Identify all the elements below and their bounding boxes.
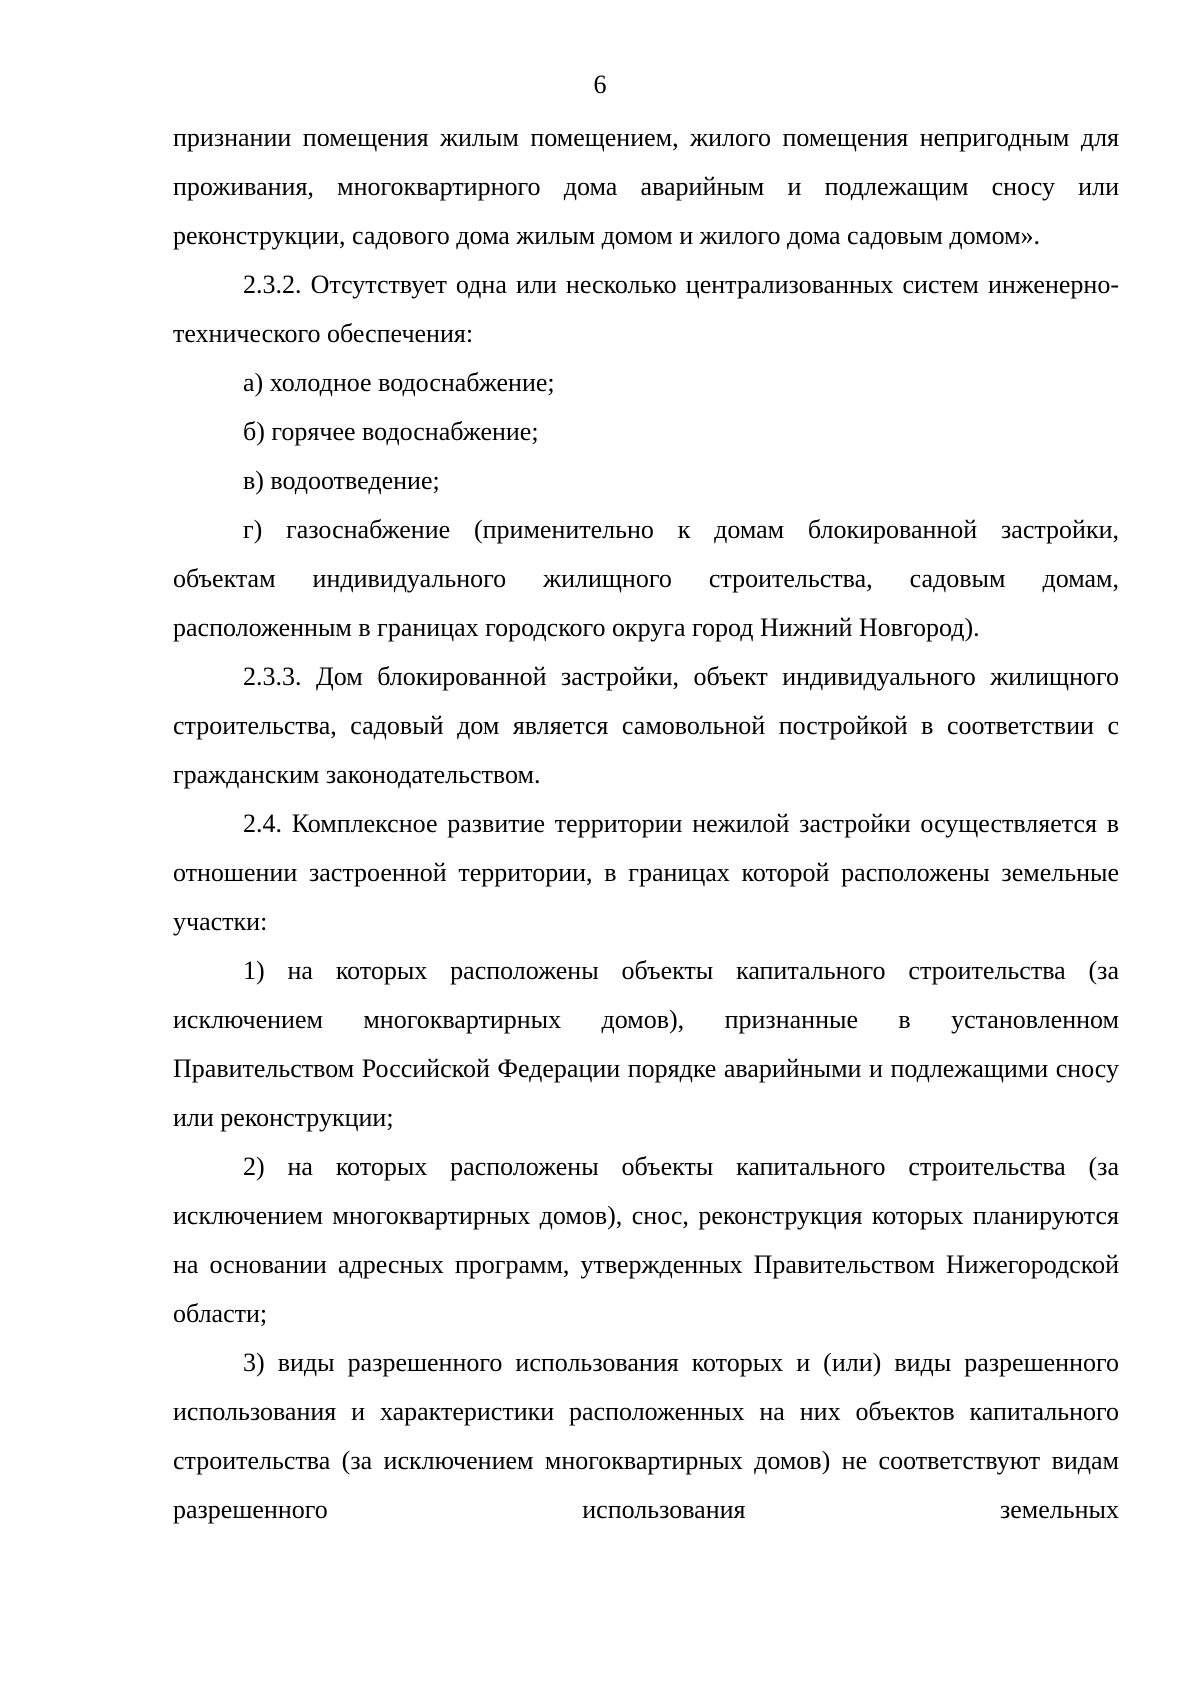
paragraph-continuation: признании помещения жилым помещением, жилого помещения непригодным для проживания, многоквартирного дома аварийным и подлежащим сносу или реконструкции, садового дома жилым домом и жилого дома садовым домом». (173, 123, 1119, 250)
list-item-a: а) холодное водоснабжение; (243, 368, 555, 397)
list-item-g: г) газоснабжение (применительно к домам блокированной застройки, объектам индивидуального жилищного строительства, садовым домам, расположенным в границах городского округа город Нижний Новгород). (173, 515, 1119, 642)
document-body (173, 113, 1119, 1534)
list-item-2: 2) на которых расположены объекты капитального строительства (за исключением многоквартирных домов), снос, реконструкция которых планируются на основании адресных программ, утвержденных Правительством Нижегородской области; (173, 1152, 1119, 1328)
list-item-1: 1) на которых расположены объекты капитального строительства (за исключением многоквартирных домов), признанные в установленном Правительством Российской Федерации порядке аварийными и подлежащими сносу или реконструкции; (173, 956, 1119, 1132)
list-item-b: б) горячее водоснабжение; (243, 417, 539, 446)
paragraph-2-4: 2.4. Комплексное развитие территории нежилой застройки осуществляется в отношении застроенной территории, в границах которой расположены земельные участки: (173, 809, 1119, 936)
paragraph-2-3-3: 2.3.3. Дом блокированной застройки, объект индивидуального жилищного строительства, садовый дом является самовольной постройкой в соответствии с гражданским законодательством. (173, 662, 1119, 789)
list-item-3: 3) виды разрешенного использования которых и (или) виды разрешенного использования и характеристики расположенных на них объектов капитального строительства (за исключением многоквартирных домов) не соответствуют видам разрешенного использования земельных (173, 1348, 1119, 1524)
paragraph-2-3-2: 2.3.2. Отсутствует одна или несколько централизованных систем инженерно-технического обеспечения: (173, 270, 1119, 348)
page-number: 6 (593, 70, 607, 99)
list-item-v: в) водоотведение; (243, 466, 440, 495)
